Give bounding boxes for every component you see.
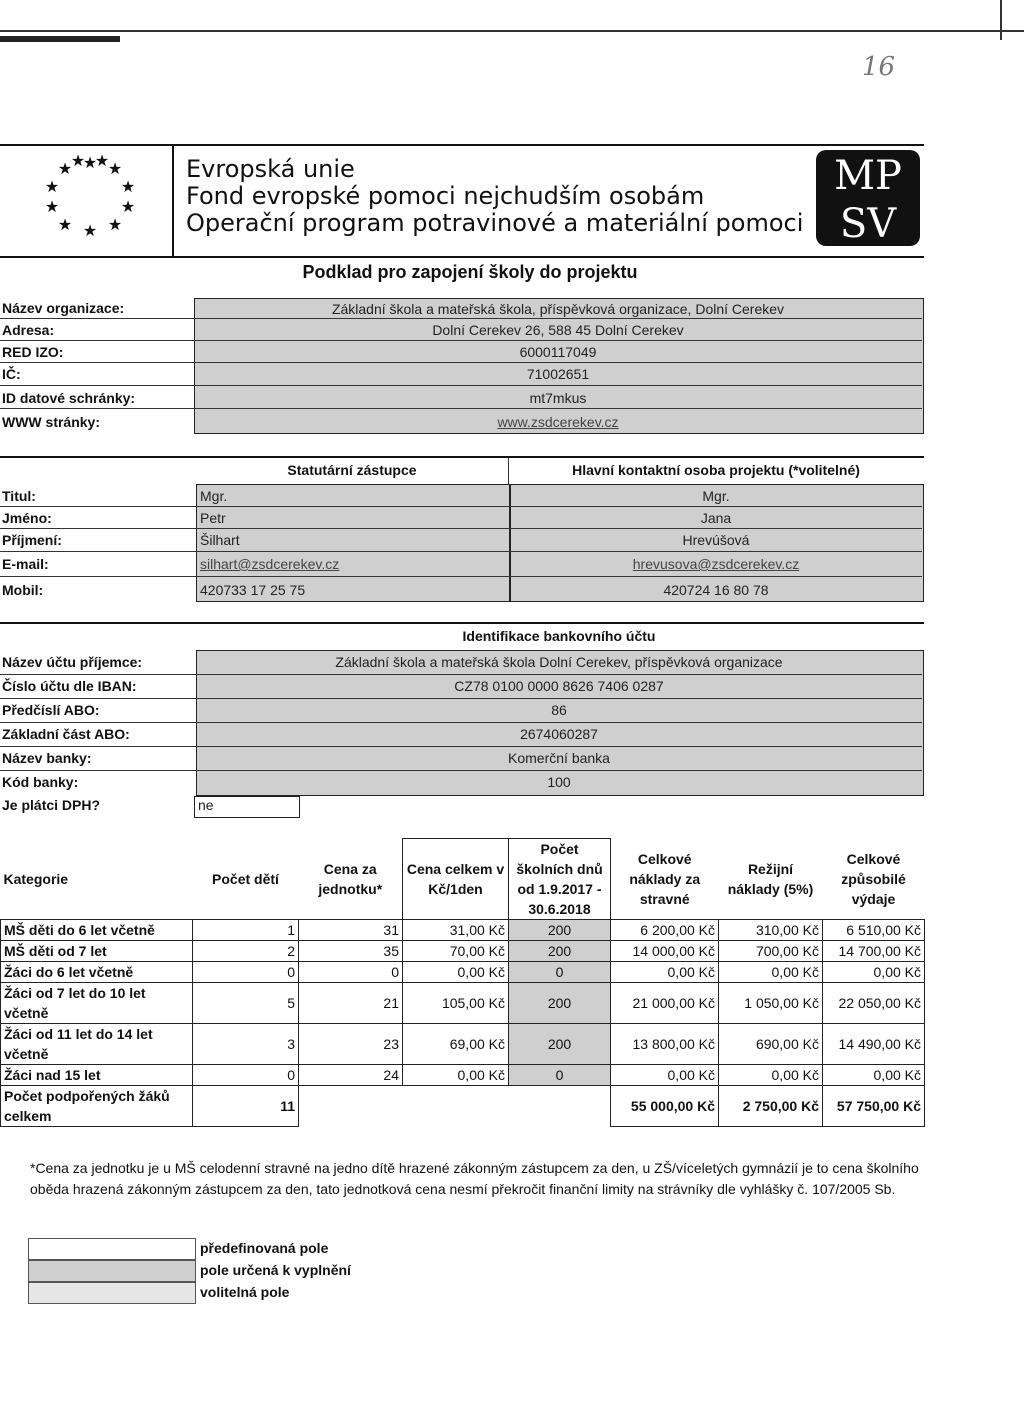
section-rule xyxy=(0,456,924,458)
legend-swatch-predefined xyxy=(28,1238,196,1260)
table-row xyxy=(1,1065,925,1086)
row-food: 0,00 Kč xyxy=(611,1065,719,1086)
cost-table xyxy=(0,838,925,1127)
contact-last-name-field[interactable]: Hrevúšová xyxy=(682,532,750,548)
row-category: Žáci od 7 let do 10 let včetně xyxy=(1,983,193,1024)
row-total: 14 700,00 Kč xyxy=(823,941,925,962)
label-databox: ID datové schránky: xyxy=(2,390,136,406)
row-kids[interactable]: 1 xyxy=(193,920,299,941)
table-row xyxy=(1,941,925,962)
eu-stars-icon xyxy=(20,150,160,246)
sum-kids: 11 xyxy=(193,1086,299,1127)
label-iban: Číslo účtu dle IBAN: xyxy=(2,678,137,694)
contact-title: Hlavní kontaktní osoba projektu (*volitelné) xyxy=(572,462,860,478)
contact-mobile-field[interactable]: 420724 16 80 78 xyxy=(663,582,769,598)
table-row xyxy=(1,983,925,1024)
row-category: Žáci nad 15 let xyxy=(1,1065,193,1086)
svg-text:★: ★ xyxy=(70,151,86,170)
row-food: 13 800,00 Kč xyxy=(611,1024,719,1065)
scan-edge-line xyxy=(0,30,1024,32)
row-kids[interactable]: 5 xyxy=(193,983,299,1024)
row-kids[interactable]: 2 xyxy=(193,941,299,962)
bank-name-field[interactable]: Komerční banka xyxy=(508,750,610,766)
row-day-total: 69,00 Kč xyxy=(403,1024,509,1065)
row-admin: 1 050,00 Kč xyxy=(719,983,823,1024)
svg-text:★: ★ xyxy=(94,151,110,170)
table-row xyxy=(1,1024,925,1065)
row-day-total: 105,00 Kč xyxy=(403,983,509,1024)
row-day-total: 0,00 Kč xyxy=(403,962,509,983)
logo-bottom: SV xyxy=(839,201,897,247)
svg-text:★: ★ xyxy=(107,159,123,178)
header-admin-cost: Režijní náklady (5%) xyxy=(727,860,814,897)
row-days[interactable]: 200 xyxy=(509,920,611,941)
svg-text:★: ★ xyxy=(120,177,136,196)
row-rule xyxy=(0,340,922,341)
row-total: 14 490,00 Kč xyxy=(823,1024,925,1065)
row-rule xyxy=(0,722,922,723)
row-days[interactable]: 0 xyxy=(509,1065,611,1086)
mpsv-logo xyxy=(816,150,920,246)
label-red-izo: RED IZO: xyxy=(2,344,64,360)
sum-empty xyxy=(509,1086,611,1127)
handwritten-page-number: 16 xyxy=(862,52,896,82)
row-rule xyxy=(0,551,922,552)
cost-header-row xyxy=(1,839,925,920)
row-rule xyxy=(0,362,922,363)
row-kids[interactable]: 0 xyxy=(193,1065,299,1086)
row-admin: 690,00 Kč xyxy=(719,1024,823,1065)
account-number-field[interactable]: 2674060287 xyxy=(520,726,598,742)
statutory-last-name-field[interactable]: Šilhart xyxy=(200,532,240,548)
contact-first-name-field[interactable]: Jana xyxy=(700,510,732,526)
row-unit[interactable]: 0 xyxy=(299,962,403,983)
sum-total: 57 750,00 Kč xyxy=(823,1086,925,1127)
databox-field[interactable]: mt7mkus xyxy=(529,390,587,406)
row-admin: 0,00 Kč xyxy=(719,1065,823,1086)
row-total: 6 510,00 Kč xyxy=(823,920,925,941)
label-vat-payer: Je plátci DPH? xyxy=(2,797,101,813)
sum-empty xyxy=(403,1086,509,1127)
row-rule xyxy=(0,698,922,699)
row-food: 14 000,00 Kč xyxy=(611,941,719,962)
row-day-total: 70,00 Kč xyxy=(403,941,509,962)
row-rule xyxy=(0,318,922,319)
row-food: 21 000,00 Kč xyxy=(611,983,719,1024)
header-school-days: Počet školních dnů od 1.9.2017 - 30.6.2018 xyxy=(509,839,611,920)
header-line-eu: Evropská unie xyxy=(186,155,355,183)
statutory-mobile-field[interactable]: 420733 17 25 75 xyxy=(200,582,306,598)
section-rule xyxy=(0,622,924,624)
sum-label: Počet podpořených žáků celkem xyxy=(1,1086,193,1127)
row-rule xyxy=(0,528,922,529)
row-total: 22 050,00 Kč xyxy=(823,983,925,1024)
header-line-program: Operační program potravinové a materiální pomoci xyxy=(186,209,804,237)
account-name-field[interactable]: Základní škola a mateřská škola Dolní Cerekev, příspěvková organizace xyxy=(335,654,783,670)
prefix-field[interactable]: 86 xyxy=(551,702,567,718)
header-line-fund: Fond evropské pomoci nejchudším osobám xyxy=(186,182,705,210)
row-total: 0,00 Kč xyxy=(823,962,925,983)
header-kids: Počet dětí xyxy=(212,870,279,887)
header-food-cost: Celkové náklady za stravné xyxy=(629,850,701,907)
svg-text:★: ★ xyxy=(82,153,98,172)
address-field[interactable]: Dolní Cerekev 26, 588 45 Dolní Cerekev xyxy=(432,322,684,338)
row-days[interactable]: 200 xyxy=(509,1024,611,1065)
statutory-email-field[interactable]: silhart@zsdcerekev.cz xyxy=(200,556,340,572)
header-eligible-total: Celkové způsobilé výdaje xyxy=(841,850,906,907)
label-title: Titul: xyxy=(2,488,36,504)
legend-predefined: předefinovaná pole xyxy=(200,1240,329,1256)
label-last-name: Příjmení: xyxy=(2,532,62,548)
row-rule xyxy=(0,506,922,507)
vat-payer-field[interactable]: ne xyxy=(198,797,214,813)
row-rule xyxy=(0,576,922,577)
row-rule xyxy=(0,408,922,409)
row-rule xyxy=(0,746,922,747)
label-bank-code: Kód banky: xyxy=(2,774,79,790)
row-category: MŠ děti od 7 let xyxy=(1,941,193,962)
row-days[interactable]: 200 xyxy=(509,941,611,962)
org-name-field[interactable]: Základní škola a mateřská škola, příspěvková organizace, Dolní Cerekev xyxy=(331,301,785,317)
row-category: MŠ děti do 6 let včetně xyxy=(1,920,193,941)
bank-code-field[interactable]: 100 xyxy=(547,774,571,790)
row-admin: 0,00 Kč xyxy=(719,962,823,983)
row-day-total: 0,00 Kč xyxy=(403,1065,509,1086)
legend-swatch-fill xyxy=(28,1260,196,1282)
svg-text:★: ★ xyxy=(107,215,123,234)
label-mobile: Mobil: xyxy=(2,582,44,598)
header-divider xyxy=(172,144,174,256)
legend-swatch-optional xyxy=(28,1282,196,1304)
row-day-total: 31,00 Kč xyxy=(403,920,509,941)
statutory-title-field[interactable]: Mgr. xyxy=(200,488,228,504)
legend-fill: pole určená k vyplnění xyxy=(200,1262,351,1278)
statutory-title: Statutární zástupce xyxy=(287,462,417,478)
row-rule xyxy=(0,770,922,771)
row-category: Žáci od 11 let do 14 let včetně xyxy=(1,1024,193,1065)
contact-email-field[interactable]: hrevusova@zsdcerekev.cz xyxy=(632,556,800,572)
row-category: Žáci do 6 let včetně xyxy=(1,962,193,983)
sum-empty xyxy=(299,1086,403,1127)
label-account-name: Název účtu příjemce: xyxy=(2,654,143,670)
row-food: 0,00 Kč xyxy=(611,962,719,983)
sum-food: 55 000,00 Kč xyxy=(611,1086,719,1127)
row-admin: 700,00 Kč xyxy=(719,941,823,962)
legend-optional: volitelná pole xyxy=(200,1284,290,1300)
ic-field[interactable]: 71002651 xyxy=(526,366,590,382)
svg-text:★: ★ xyxy=(44,177,60,196)
header-day-total: Cena celkem v Kč/1den xyxy=(403,839,509,920)
label-org-name: Název organizace: xyxy=(2,300,125,316)
label-email: E-mail: xyxy=(2,556,49,572)
label-prefix: Předčíslí ABO: xyxy=(2,702,100,718)
row-admin: 310,00 Kč xyxy=(719,920,823,941)
row-unit[interactable]: 23 xyxy=(299,1024,403,1065)
row-rule xyxy=(0,385,922,386)
sum-admin: 2 750,00 Kč xyxy=(719,1086,823,1127)
label-address: Adresa: xyxy=(2,322,55,338)
row-unit[interactable]: 31 xyxy=(299,920,403,941)
bank-title: Identifikace bankovního účtu xyxy=(462,628,656,644)
svg-text:★: ★ xyxy=(57,159,73,178)
label-bank-name: Název banky: xyxy=(2,750,92,766)
scan-edge-mark-right xyxy=(1000,0,1002,40)
row-food: 6 200,00 Kč xyxy=(611,920,719,941)
label-first-name: Jméno: xyxy=(2,510,52,526)
header-unit-price: Cena za jednotku* xyxy=(318,860,383,897)
header-category: Kategorie xyxy=(3,870,69,887)
scan-edge-mark xyxy=(0,36,120,42)
row-days[interactable]: 0 xyxy=(509,962,611,983)
www-field[interactable]: www.zsdcerekev.cz xyxy=(497,414,619,430)
row-kids[interactable]: 3 xyxy=(193,1024,299,1065)
label-ic: IČ: xyxy=(2,366,21,382)
row-unit[interactable]: 24 xyxy=(299,1065,403,1086)
label-account-number: Základní část ABO: xyxy=(2,726,130,742)
svg-text:★: ★ xyxy=(82,221,98,240)
red-izo-field[interactable]: 6000117049 xyxy=(519,344,597,360)
table-row xyxy=(1,920,925,941)
svg-text:★: ★ xyxy=(57,215,73,234)
logo-top: MP xyxy=(834,153,902,199)
svg-text:★: ★ xyxy=(120,197,136,216)
row-rule xyxy=(0,674,922,675)
header-text xyxy=(186,156,803,237)
contact-title-field[interactable]: Mgr. xyxy=(702,488,730,504)
row-days[interactable]: 200 xyxy=(509,983,611,1024)
page-title: Podklad pro zapojení školy do projektu xyxy=(302,262,638,282)
label-www: WWW stránky: xyxy=(2,414,100,430)
sum-row xyxy=(1,1086,925,1127)
svg-text:★: ★ xyxy=(44,197,60,216)
row-unit[interactable]: 21 xyxy=(299,983,403,1024)
table-row xyxy=(1,962,925,983)
row-unit[interactable]: 35 xyxy=(299,941,403,962)
iban-field[interactable]: CZ78 0100 0000 8626 7406 0287 xyxy=(454,678,664,694)
row-kids[interactable]: 0 xyxy=(193,962,299,983)
row-total: 0,00 Kč xyxy=(823,1065,925,1086)
footnote: *Cena za jednotku je u MŠ celodenní stravné na jedno dítě hrazené zákonným zástupcem za den, u ZŠ/víceletých gymnázií je to cena školního oběda hrazená zákonným zástupcem za den, tato jednotková cena nesmí překročit finanční limity na strávníky dle vyhlášky č. 107/2005 Sb. xyxy=(30,1160,919,1197)
statutory-first-name-field[interactable]: Petr xyxy=(200,510,226,526)
